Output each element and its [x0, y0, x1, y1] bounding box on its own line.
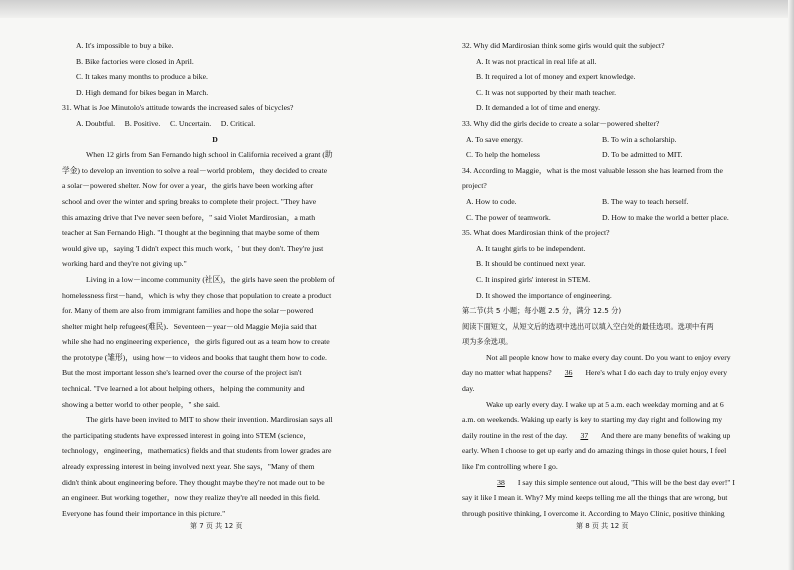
q34-option-d: D. How to make the world a better place. [602, 212, 729, 222]
cloze-line: through positive thinking, I overcome it. According to Mayo Clinic, positive thinking [462, 508, 725, 518]
passage-line: would give up，saying 'I didn't expect this much work，' but they don't. They're just [62, 243, 324, 253]
q32-option-a: A. It was not practical in real life at all. [476, 56, 597, 66]
q33-option-d: D. To be admitted to MIT. [602, 150, 683, 160]
q35-option-c: C. It inspired girls' interest in STEM. [476, 274, 591, 284]
passage-line: this amazing drive that I've never seen before，" said Violet Mardirosian，a math [62, 212, 316, 222]
blank-37: 37 [580, 430, 589, 440]
q30-option-b: B. Bike factories were closed in April. [76, 56, 194, 66]
left-page [62, 38, 368, 521]
passage-line: technical. "I've learned a lot about helping others，helping the community and [62, 384, 305, 394]
cloze-line: say it like I mean it. Why? My mind keeps telling me all the things that are wrong, but [462, 493, 728, 503]
passage-line: didn't think about engineering before. They thought maybe they're not made out to be [62, 477, 325, 487]
passage-line: Living in a low－income community (社区)，the girls have seen the problem of [86, 274, 335, 284]
q34-option-b: B. The way to teach herself. [602, 196, 689, 206]
cloze-line: a.m. on weekends. Waking up early is key to starting my day right and following my [462, 415, 723, 425]
passage-line: 学金) to develop an invention to solve a real－world problem，they decided to create [62, 165, 328, 175]
passage-line: school and over the winter and spring breaks to complete their project. "They have [62, 196, 317, 206]
passage-line: an engineer. But working together，now they realize they're all needed in this field. [62, 493, 320, 503]
question-31: 31. What is Joe Minutolo's attitude towards the increased sales of bicycles? [62, 103, 294, 113]
right-page [462, 38, 740, 521]
passage-line: When 12 girls from San Fernando high school in California received a grant (助 [86, 150, 333, 160]
cloze-line: early. When I choose to get up early and do amazing things in those quiet hours, I feel [462, 446, 727, 456]
passage-line: Everyone has found their importance in this picture." [62, 508, 226, 518]
cloze-line: Not all people know how to make every day count. Do you want to enjoy every [486, 352, 731, 362]
cloze-line: like I'm controlling where I go. [462, 462, 558, 472]
cloze-line: day no matter what happens? 36 Here's what I do each day to truly enjoy every [462, 365, 740, 381]
q32-option-d: D. It demanded a lot of time and energy. [476, 103, 601, 113]
passage-line: for. Many of them are also from immigrant families and hope the solar－powered [62, 306, 314, 316]
passage-line: showing a better world to other people，" she said. [62, 399, 220, 409]
passage-line: But the most important lesson she's learned over the course of the project isn't [62, 368, 302, 378]
passage-line: already expressing interest in being involved next year. She says，"Many of them [62, 462, 315, 472]
passage-line: a solar－powered shelter. Now for over a year，the girls have been working after [62, 181, 314, 191]
passage-line: the prototype (雏形)，using how－to videos and books that taught them how to code. [62, 352, 327, 362]
section-2-instructions: 阅读下面短文，从短文后的选项中选出可以填入空白处的最佳选项。选项中有两 [462, 321, 714, 331]
question-34-cont: project? [462, 181, 487, 191]
passage-line: working hard and they're not giving up." [62, 259, 187, 269]
q32-option-c: C. It was not supported by their math teacher. [476, 87, 617, 97]
q35-option-a: A. It taught girls to be independent. [476, 243, 586, 253]
q33-options-row [462, 147, 740, 163]
q33-option-a: A. To save energy. [466, 134, 523, 144]
q31-options: A. Doubtful. B. Positive. C. Uncertain. D. Critical. [76, 118, 256, 128]
question-33: 33. Why did the girls decide to create a solar－powered shelter? [462, 118, 660, 128]
left-page-number: 第 7 页 共 12 页 [190, 522, 243, 530]
q34-options-row [462, 210, 740, 226]
passage-line: homelessness first－hand，which is why they chose that population to create a product [62, 290, 332, 300]
scan-top-edge [0, 0, 794, 18]
passage-line: teacher at San Fernando High. "I thought at the beginning that maybe some of them [62, 228, 320, 238]
q30-option-d: D. High demand for bikes began in March. [76, 87, 209, 97]
cloze-line: 38 I say this simple sentence out aloud, "This will be the best day ever!" I [462, 475, 740, 491]
q33-option-c: C. To help the homeless [466, 150, 540, 160]
q32-option-b: B. It required a lot of money and expert knowledge. [476, 72, 636, 82]
question-32: 32. Why did Mardirosian think some girls would quit the subject? [462, 41, 665, 50]
right-page-number: 第 8 页 共 12 页 [576, 522, 629, 530]
question-35: 35. What does Mardirosian think of the project? [462, 228, 610, 238]
section-2-title: 第二节(共 5 小题；每小题 2.5 分，满分 12.5 分) [462, 306, 622, 316]
passage-line: the participating students have expressed interest in going into STEM (science， [62, 430, 311, 440]
q30-option-c: C. It takes many months to produce a bike. [76, 72, 208, 82]
cloze-line: day. [462, 384, 475, 394]
q34-options-row [462, 194, 740, 210]
question-34: 34. According to Maggie，what is the most valuable lesson she has learned from the [462, 165, 723, 175]
passage-line: while she had no engineering experience，the girls figured out as a team how to create [62, 337, 330, 347]
q33-option-b: B. To win a scholarship. [602, 134, 677, 144]
passage-line: shelter might help refugees(难民)．Seventeen－year－old Maggie Mejia said that [62, 321, 317, 331]
scan-right-edge [788, 0, 794, 570]
section-letter: D [212, 134, 218, 144]
cloze-line: daily routine in the rest of the day. 37 And there are many benefits of waking up [462, 428, 740, 444]
blank-38: 38 [497, 477, 505, 487]
q34-option-a: A. How to code. [466, 196, 517, 206]
q33-options-row [462, 132, 740, 148]
section-2-instructions-cont: 项为多余选项。 [462, 337, 513, 347]
q34-option-c: C. The power of teamwork. [466, 212, 551, 222]
q30-option-a: A. It's impossible to buy a bike. [76, 41, 174, 50]
q35-option-d: D. It showed the importance of engineering. [476, 290, 612, 300]
passage-line: technology，engineering，mathematics) fields and that students from lower grades are [62, 446, 332, 456]
blank-36: 36 [564, 368, 573, 378]
q35-option-b: B. It should be continued next year. [476, 259, 586, 269]
cloze-line: Wake up early every day. I wake up at 5 a.m. each weekday morning and at 6 [486, 399, 724, 409]
passage-line: The girls have been invited to MIT to show their invention. Mardirosian says all [86, 415, 333, 425]
